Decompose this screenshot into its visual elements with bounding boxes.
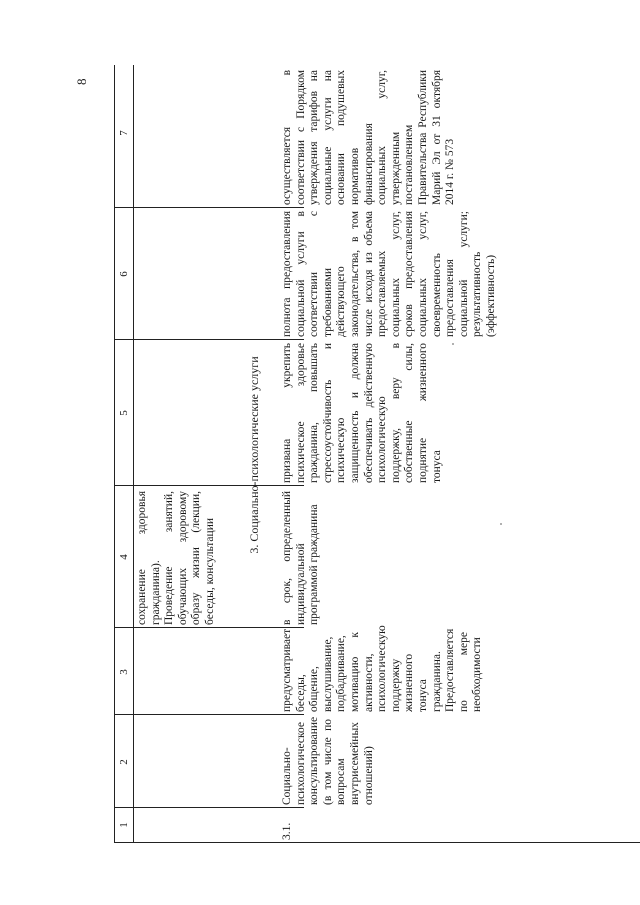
page-number: 8	[74, 78, 89, 85]
column-divider-5	[114, 339, 304, 340]
column-number-1: 1	[118, 822, 130, 828]
section-title: 3. Социально-психологические услуги	[247, 356, 261, 554]
scan-speck	[500, 523, 502, 525]
table-left-border	[114, 842, 640, 843]
column-number-6: 6	[118, 271, 130, 277]
header-row-border	[133, 65, 134, 843]
scan-speck	[452, 343, 454, 345]
service-term: в срок, определенный индивидуальной программой гражданина	[281, 491, 321, 625]
column-divider-1	[114, 807, 304, 808]
column-divider-2	[114, 714, 304, 715]
service-name: Социально-психологическое консультирование (в том числе по вопросам внутрисемейных отношений)	[281, 716, 375, 805]
column-number-7: 7	[118, 130, 130, 136]
column-divider-6	[114, 207, 304, 208]
quality-indicators: полнота предоставления социальной услуги в соответствии с требованиями действующего законодательства, в том числе исходя из объема предоставляемых социальных услуг, сроков предоставления социальных услуг, своевременность предоставления социальной услуги; результативность (эффективность)	[281, 211, 497, 337]
column-number-2: 2	[118, 759, 130, 765]
service-description: предусматривает беседы, общение, выслушивание, подбадривание, мотивацию к активности, психологическую поддержку жизненного тонуса гражданина. Предоставляется по мере необходимости	[281, 625, 484, 712]
row-number: 3.1.	[281, 822, 293, 840]
column-number-5: 5	[118, 410, 130, 416]
continuation-text-col3: сохранение здоровья гражданина). Проведение занятий, обучающих здоровому образу жизни (лекции, беседы, консультации	[136, 491, 216, 625]
column-divider-4	[114, 485, 304, 486]
column-number-3: 3	[118, 669, 130, 675]
column-number-4: 4	[118, 554, 130, 560]
financing-conditions: осуществляется в соответствии с Порядком утверждения тарифов на социальные услуги на основании подушевых нормативов финансирования социальных услуг, утвержденным постановлением Правительства Республики Марий Эл от 31 октября 2014 г. № 573	[281, 70, 457, 205]
table-top-border	[114, 65, 115, 843]
column-divider-3	[114, 627, 304, 628]
service-standard: призвана укрепить психическое здоровье гражданина, повышать стрессоустойчивость и психическую защищенность и должна обеспечивать действенную психологическую поддержку, веру в собственные силы, поднятие жизненного тонуса	[281, 343, 443, 483]
